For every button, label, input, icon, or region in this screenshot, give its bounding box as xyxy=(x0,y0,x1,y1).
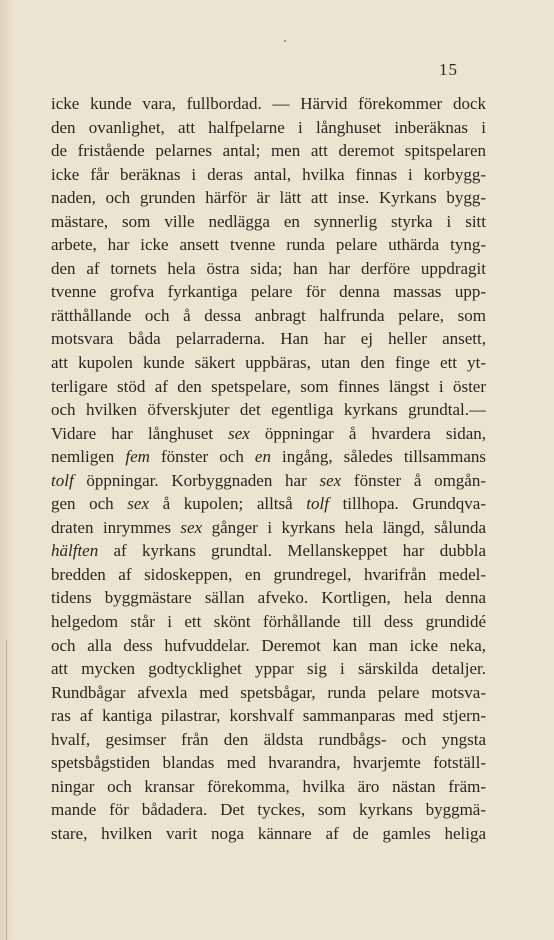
text-line xyxy=(51,751,486,775)
text-line xyxy=(51,492,486,516)
italic-word: sex xyxy=(319,470,342,490)
text-line xyxy=(51,469,486,493)
text-line xyxy=(51,327,486,351)
text-segment: Vidare har långhuset xyxy=(51,423,229,443)
text-segment: mästare, som ville nedlägga en synnerlig styrka i sitt xyxy=(51,211,486,231)
text-line xyxy=(51,186,486,210)
text-line xyxy=(51,163,486,187)
text-line xyxy=(51,422,486,446)
text-segment: de fristående pelarnes antal; men att deremot spitspelaren xyxy=(51,141,486,161)
text-line xyxy=(51,822,486,846)
text-line xyxy=(51,210,486,234)
text-line xyxy=(51,681,486,705)
text-segment: hvalf, gesimser från den äldsta rundbågs- och yngsta xyxy=(51,729,486,749)
text-line xyxy=(51,116,486,140)
text-segment: ras af kantiga pilastrar, korshvalf sammanparas med stjern- xyxy=(51,706,486,726)
italic-word: sex xyxy=(180,517,203,537)
text-segment: terligare stöd af den spetspelare, som finnes längst i öster xyxy=(51,376,486,396)
italic-word: en xyxy=(254,447,271,467)
text-line xyxy=(51,398,486,422)
text-line xyxy=(51,775,486,799)
text-segment: bredden af sidoskeppen, en grundregel, hvarifrån medel- xyxy=(51,564,486,584)
text-line xyxy=(51,704,486,728)
text-line xyxy=(51,657,486,681)
page-number: 15 xyxy=(439,60,458,79)
text-line xyxy=(51,280,486,304)
text-segment: icke får beräknas i deras antal, hvilka finnas i korbygg- xyxy=(51,164,486,184)
text-line xyxy=(51,257,486,281)
text-segment: öppningar å hvardera sidan, xyxy=(249,423,486,443)
text-segment: draten inrymmes xyxy=(51,517,181,537)
text-segment: tidens byggmästare sällan afveko. Kortligen, hela denna xyxy=(51,588,486,608)
text-segment: att mycken godtycklighet yppar sig i särskilda detaljer. xyxy=(51,659,486,679)
text-segment: att kupolen kunde säkert uppbäras, utan den finge ett yt- xyxy=(51,353,486,373)
text-segment: nemligen xyxy=(51,447,126,467)
text-segment: å kupolen; alltså xyxy=(149,494,307,514)
text-line xyxy=(51,610,486,634)
text-line xyxy=(51,445,486,469)
text-line xyxy=(51,92,486,116)
italic-word: sex xyxy=(127,494,149,514)
text-segment: gånger i kyrkans hela längd, sålunda xyxy=(202,517,486,537)
text-segment: helgedom står i ett skönt förhållande till dess grundidé xyxy=(51,612,486,632)
italic-word: sex xyxy=(228,423,250,443)
body-text xyxy=(51,92,486,846)
text-segment: stare, hvilken varit noga kännare af de gamles heliga xyxy=(51,823,486,843)
italic-word: hälften xyxy=(51,541,99,561)
text-line xyxy=(51,304,486,328)
text-segment: motsvara båda pelarraderna. Han har ej heller ansett, xyxy=(51,329,486,349)
text-segment: ningar och kransar förekomma, hvilka äro nästan främ- xyxy=(51,776,486,796)
italic-word: tolf xyxy=(306,494,329,514)
text-segment: och hvilken öfverskjuter det egentliga kyrkans grundtal.— xyxy=(51,400,486,420)
text-line xyxy=(51,516,486,540)
text-segment: icke kunde vara, fullbordad. — Härvid förekommer dock xyxy=(51,94,486,113)
paper-speck xyxy=(284,40,286,42)
text-line xyxy=(51,233,486,257)
text-line xyxy=(51,586,486,610)
text-line xyxy=(51,634,486,658)
text-segment: och alla dess hufvuddelar. Deremot kan man icke neka, xyxy=(51,635,486,655)
text-line xyxy=(51,563,486,587)
text-line xyxy=(51,798,486,822)
text-segment: naden, och grunden härför är lätt att inse. Kyrkans bygg- xyxy=(51,188,486,208)
text-line xyxy=(51,375,486,399)
text-line xyxy=(51,539,486,563)
text-segment: rätthållande och å dessa anbragt halfrunda pelare, som xyxy=(51,305,486,325)
text-segment: spetsbågstiden blandas med hvarandra, hvarjemte fotställ- xyxy=(51,753,486,773)
text-line xyxy=(51,351,486,375)
text-segment: tillhopa. Grundqva- xyxy=(328,494,486,514)
text-segment: fönster och xyxy=(149,447,255,467)
text-line xyxy=(51,139,486,163)
text-segment: den ovanlighet, att halfpelarne i långhuset inberäknas i xyxy=(51,117,486,137)
text-segment: mande för bådadera. Det tyckes, som kyrkans byggmä- xyxy=(51,800,486,820)
italic-word: fem xyxy=(125,447,150,467)
italic-word: tolf xyxy=(51,470,74,490)
text-segment: Rundbågar afvexla med spetsbågar, runda pelare motsva- xyxy=(51,682,486,702)
text-segment: tvenne grofva fyrkantiga pelare för denna massas upp- xyxy=(51,282,486,302)
text-segment: den af tornets hela östra sida; han har derföre uppdragit xyxy=(51,258,486,278)
text-segment: gen och xyxy=(51,494,128,514)
text-segment: fönster å omgån- xyxy=(341,470,486,490)
text-segment: arbete, har icke ansett tvenne runda pelare uthärda tyng- xyxy=(51,235,486,255)
page-edge-line xyxy=(6,640,7,940)
text-segment: öppningar. Korbyggnaden har xyxy=(73,470,320,490)
text-segment: af kyrkans grundtal. Mellanskeppet har dubbla xyxy=(98,541,486,561)
text-line xyxy=(51,728,486,752)
text-segment: ingång, således tillsammans xyxy=(270,447,486,467)
